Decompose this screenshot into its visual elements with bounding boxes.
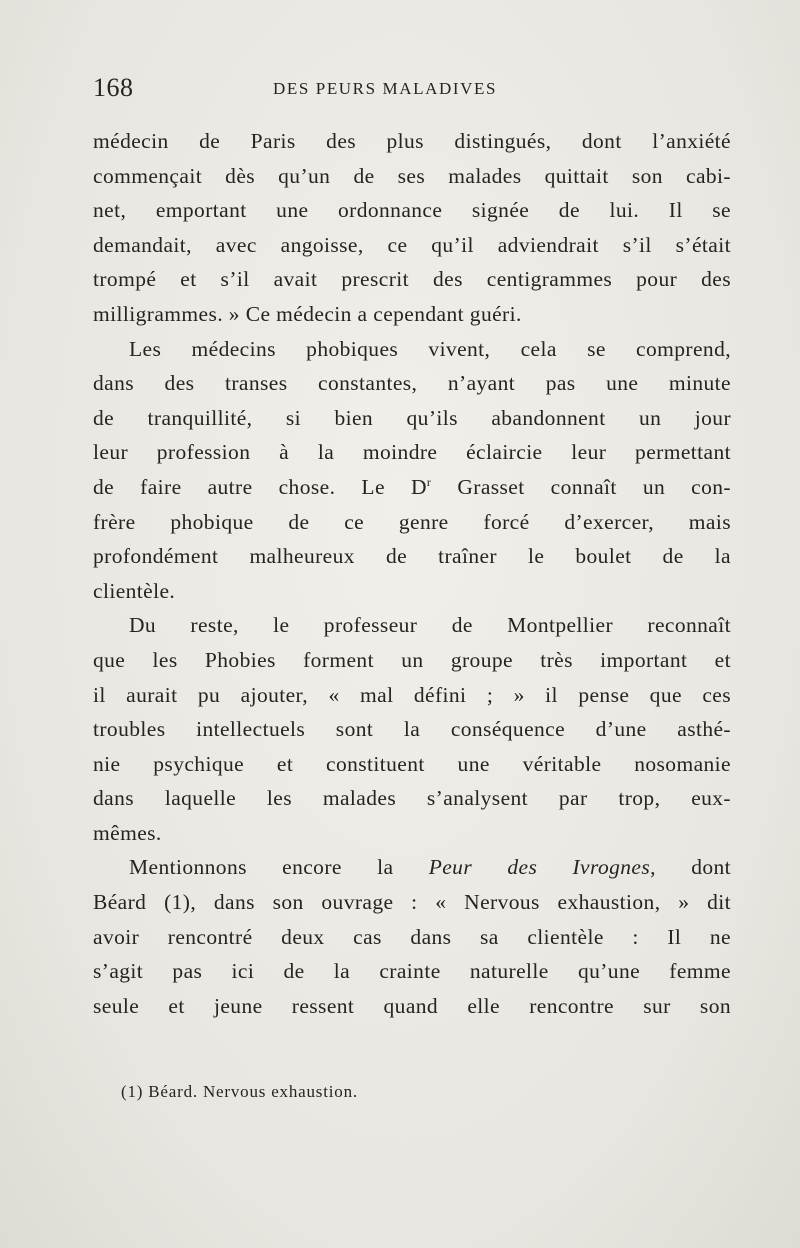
text-line-11 [93, 470, 731, 505]
text-line-5: trompé et s’il avait prescrit des centigrammes pour des [93, 267, 731, 292]
running-head [93, 70, 733, 106]
text-line-17: il aurait pu ajouter, « mal défini ; » il pense que ces [93, 682, 731, 707]
text-line-10: leur profession à la moindre éclaircie leur permettant [93, 440, 731, 465]
body-text [93, 124, 731, 1023]
text-line-14: clientèle. [93, 578, 176, 603]
text-line-22-start: Mentionnons encore la [129, 855, 429, 880]
text-line-13: profondément malheureux de traîner le boulet de la [93, 544, 731, 569]
text-line-12: frère phobique de ce genre forcé d’exercer, mais [93, 509, 731, 534]
doctor-abbrev-superscript: r [426, 474, 432, 489]
text-line-4: demandait, avec angoisse, ce qu’il adviendrait s’il s’était [93, 232, 731, 257]
text-line-15: Du reste, le professeur de Montpellier reconnaît [129, 613, 731, 638]
italic-title: Peur des Ivrognes [428, 855, 651, 880]
text-line-1: médecin de Paris des plus distingués, dont l’anxiété [93, 129, 731, 153]
text-line-19: nie psychique et constituent une véritable nosomanie [93, 751, 731, 776]
text-line-8: dans des transes constantes, n’ayant pas une minute [93, 371, 731, 396]
text-line-23: Béard (1), dans son ouvrage : « Nervous exhaustion, » dit [93, 890, 731, 915]
text-line-11-start: de faire autre chose. Le D [93, 474, 427, 499]
text-line-2: commençait dès qu’un de ses malades quittait son cabi- [93, 163, 731, 188]
text-line-18: troubles intellectuels sont la conséquence d’une asthé- [93, 717, 731, 742]
text-line-25: s’agit pas ici de la crainte naturelle qu’une femme [93, 959, 731, 984]
text-line-6: milligrammes. » Ce médecin a cependant guéri. [93, 301, 522, 326]
text-line-21: mêmes. [93, 820, 162, 845]
text-line-24: avoir rencontré deux cas dans sa clientèle : Il ne [93, 924, 731, 949]
text-line-3: net, emportant une ordonnance signée de lui. Il se [93, 198, 731, 223]
text-line-7: Les médecins phobiques vivent, cela se comprend, [129, 336, 731, 361]
footnote: (1) Béard. Nervous exhaustion. [121, 1082, 358, 1101]
text-line-26: seule et jeune ressent quand elle rencontre sur son [93, 993, 731, 1018]
text-line-16: que les Phobies forment un groupe très important et [93, 647, 731, 672]
text-line-9: de tranquillité, si bien qu’ils abandonnent un jour [93, 405, 731, 430]
text-line-22 [93, 850, 731, 885]
running-title: DES PEURS MALADIVES [273, 79, 498, 98]
page-number: 168 [93, 73, 134, 102]
text-line-11-end: Grasset connaît un con- [431, 474, 731, 499]
text-line-20: dans laquelle les malades s’analysent par trop, eux- [93, 786, 731, 811]
text-line-22-end: , dont [650, 855, 732, 880]
